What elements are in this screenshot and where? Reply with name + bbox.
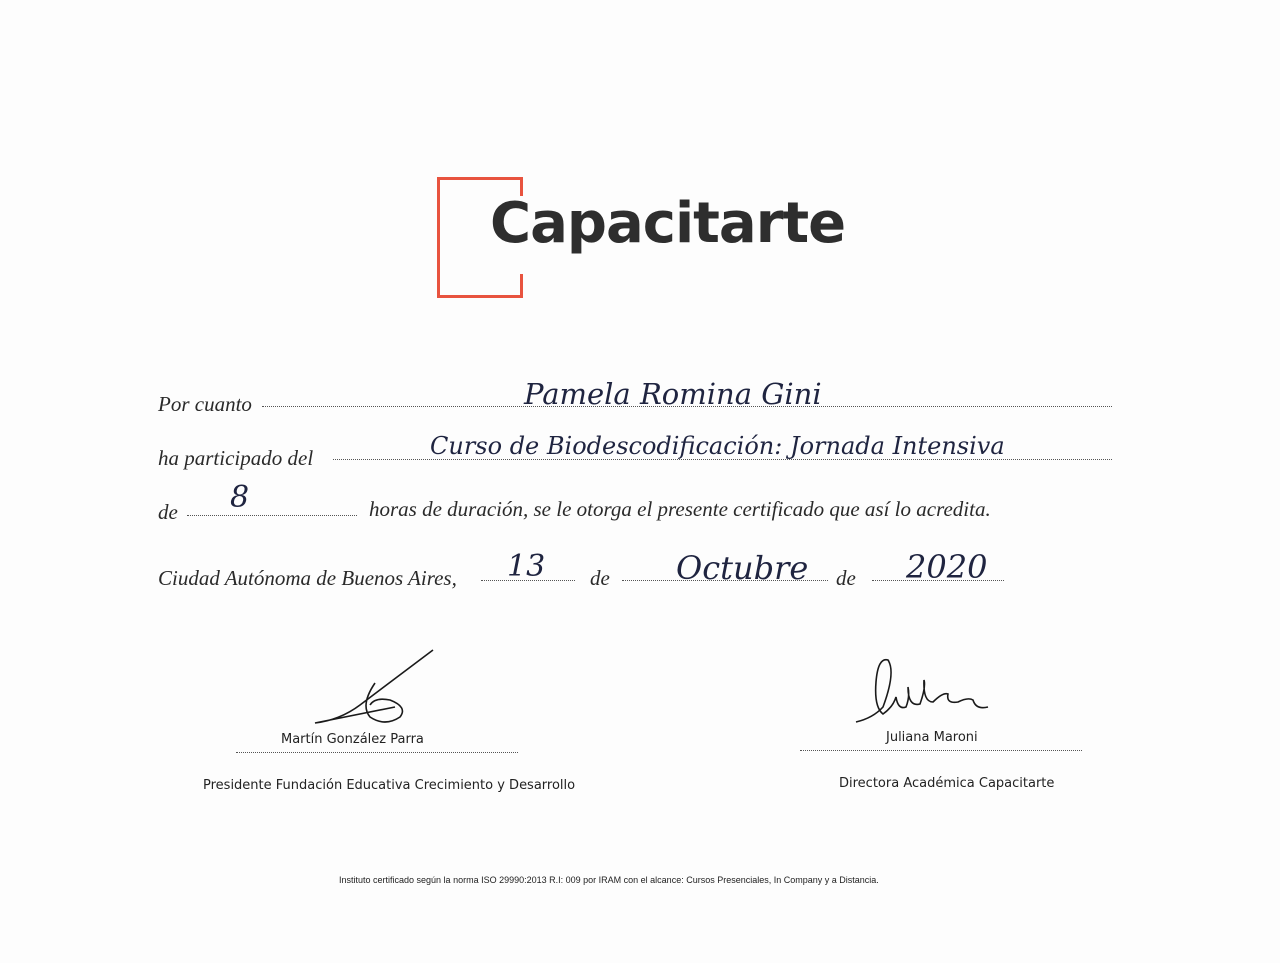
day-value: 13 (507, 549, 546, 584)
signature-right-image (848, 652, 998, 732)
de-label: de (158, 500, 178, 524)
month-value: Octubre (676, 549, 809, 587)
logo-text: Capacitarte (490, 191, 846, 256)
signature-left-title: Presidente Fundación Educativa Crecimiento y Desarrollo (203, 778, 576, 793)
signature-left-image (300, 645, 450, 735)
signature-right-title: Directora Académica Capacitarte (839, 776, 1055, 791)
footer-certification-text: Instituto certificado según la norma ISO 29990:2013 R.I: 009 por IRAM con el alcance: Cursos Presenciales, In Company y a Distancia. (339, 875, 879, 885)
signature-right-name: Juliana Maroni (886, 730, 978, 745)
participado-label: ha participado del (158, 446, 314, 470)
signature-left-name: Martín González Parra (281, 732, 424, 747)
de-label-2: de (836, 566, 856, 590)
course-name: Curso de Biodescodificación: Jornada Intensiva (430, 432, 1005, 460)
por-cuanto-label: Por cuanto (158, 392, 252, 416)
year-value: 2020 (906, 548, 988, 586)
signature-left-line (236, 752, 518, 753)
recipient-name: Pamela Romina Gini (524, 377, 822, 411)
hours-line (187, 515, 357, 516)
hours-text: horas de duración, se le otorga el presente certificado que así lo acredita. (369, 497, 991, 521)
hours-value: 8 (230, 480, 250, 515)
place-label: Ciudad Autónoma de Buenos Aires, (158, 566, 457, 590)
de-label-1: de (590, 566, 610, 590)
signature-right-line (800, 750, 1082, 751)
